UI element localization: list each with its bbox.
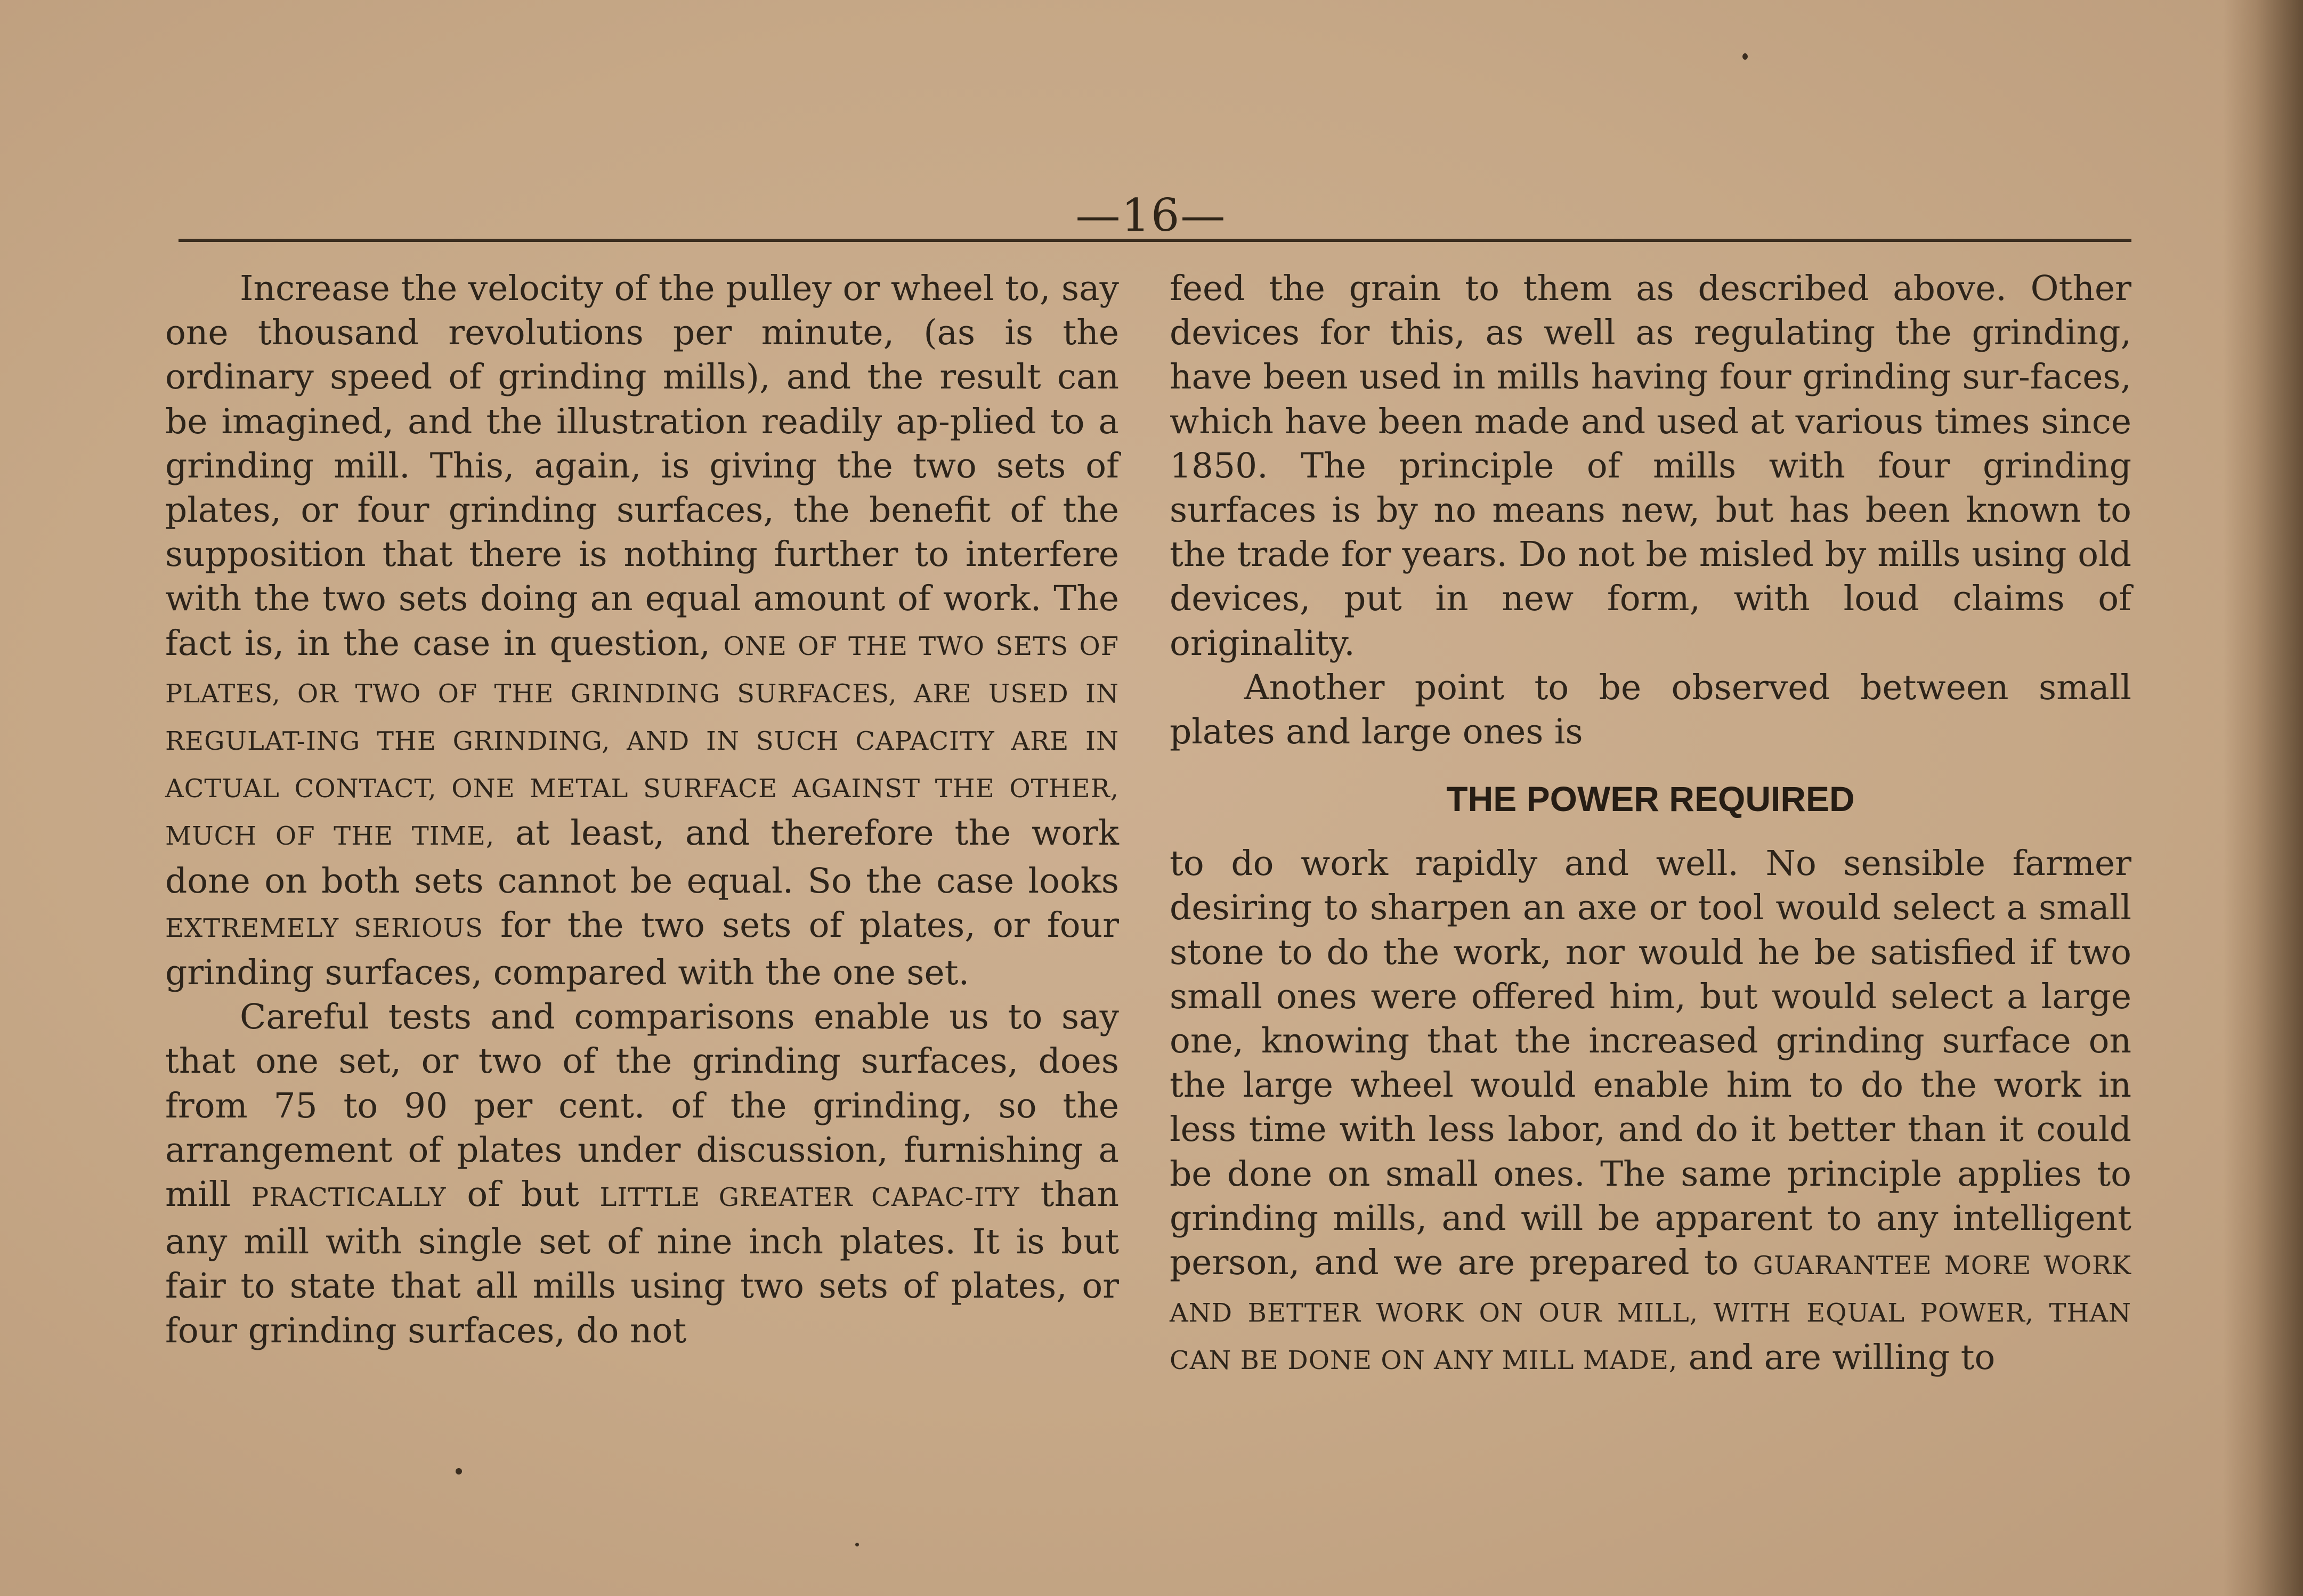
header-rule: [179, 239, 2131, 242]
text-run: of but: [446, 1174, 600, 1215]
text-run: and are willing to: [1677, 1338, 1996, 1378]
small-caps-run: ONE OF THE TWO SETS OF PLATES, OR TWO OF THE GRINDING SURFACES, ARE USED IN REGULAT-ING THE GRINDING, AND IN SUCH CAPACITY ARE IN ACTUAL CONTACT, ONE METAL SURFACE AGAINST THE OTHER, MUCH OF THE TIME,: [165, 631, 1119, 852]
text-run: Careful tests and comparisons enable us to say that one set, or two of the grinding surfaces, does from 75 to 90 per cent. of the grinding, so the arrangement of plates under discussion, furnishing a mill: [165, 997, 1119, 1215]
left-column: [165, 266, 1119, 1353]
text-run: for the two sets of plates, or four grinding surfaces, compared with the one set.: [165, 905, 1119, 993]
section-heading: THE POWER REQUIRED: [1446, 779, 1855, 819]
paragraph-careful-tests: [165, 995, 1119, 1353]
paragraph-feed-grain: feed the grain to them as described above. Other devices for this, as well as regulating the grinding, have been used in mills having four grinding sur-faces, which have been made and used at various times since 1850. The principle of mills with four grinding surfaces is by no means new, but has been known to the trade for years. Do not be misled by mills using old devices, put in new form, with loud claims of originality.: [1170, 269, 2131, 663]
small-caps-run: GUARANTEE MORE WORK AND BETTER WORK ON OUR MILL, WITH EQUAL POWER, THAN CAN BE DONE ON ANY MILL MADE,: [1170, 1251, 2131, 1376]
right-column: [1170, 266, 2131, 1383]
small-caps-run: LITTLE GREATER CAPAC-ITY: [599, 1182, 1020, 1213]
small-caps-run: EXTREMELY SERIOUS: [165, 913, 483, 943]
small-caps-run: PRACTICALLY: [251, 1182, 447, 1213]
text-run: Increase the velocity of the pulley or wheel to, say one thousand revolutions per minute, (as is the ordinary speed of grinding mills), and the result can be imagined, and the illustration readily ap-plied to a grinding mill. This, again, is giving the two sets of plates, or four grinding surfaces, the benefit of the supposition that there is nothing further to interfere with the two sets doing an equal amount of work. The fact is, in the case in question,: [165, 269, 1119, 663]
paper-speck: [456, 1468, 462, 1475]
book-spine-shadow: [2223, 0, 2303, 1596]
text-run: than any mill with single set of nine inch plates. It is but fair to state that all mills using two sets of plates, or four grinding surfaces, do not: [165, 1174, 1119, 1351]
paper-speck: [1742, 53, 1748, 60]
text-run: at least, and therefore the work done on both sets cannot be equal. So the case looks: [165, 813, 1119, 901]
paper-speck: [855, 1543, 859, 1546]
paragraph-another-point: Another point to be observed between small plates and large ones is: [1170, 667, 2131, 752]
text-run: to do work rapidly and well. No sensible farmer desiring to sharpen an axe or tool would select a small stone to do the work, nor would he be satisfied if two small ones were offered him, but would select a large one, knowing that the increased grinding surface on the large wheel would enable him to do the work in less time with less labor, and do it better than it could be done on small ones. The same principle applies to grinding mills, and will be apparent to any intelligent person, and we are prepared to: [1170, 844, 2131, 1283]
paragraph-power: [1170, 841, 2131, 1383]
page-number: —16—: [1075, 189, 1227, 241]
paragraph-velocity: [165, 266, 1119, 995]
